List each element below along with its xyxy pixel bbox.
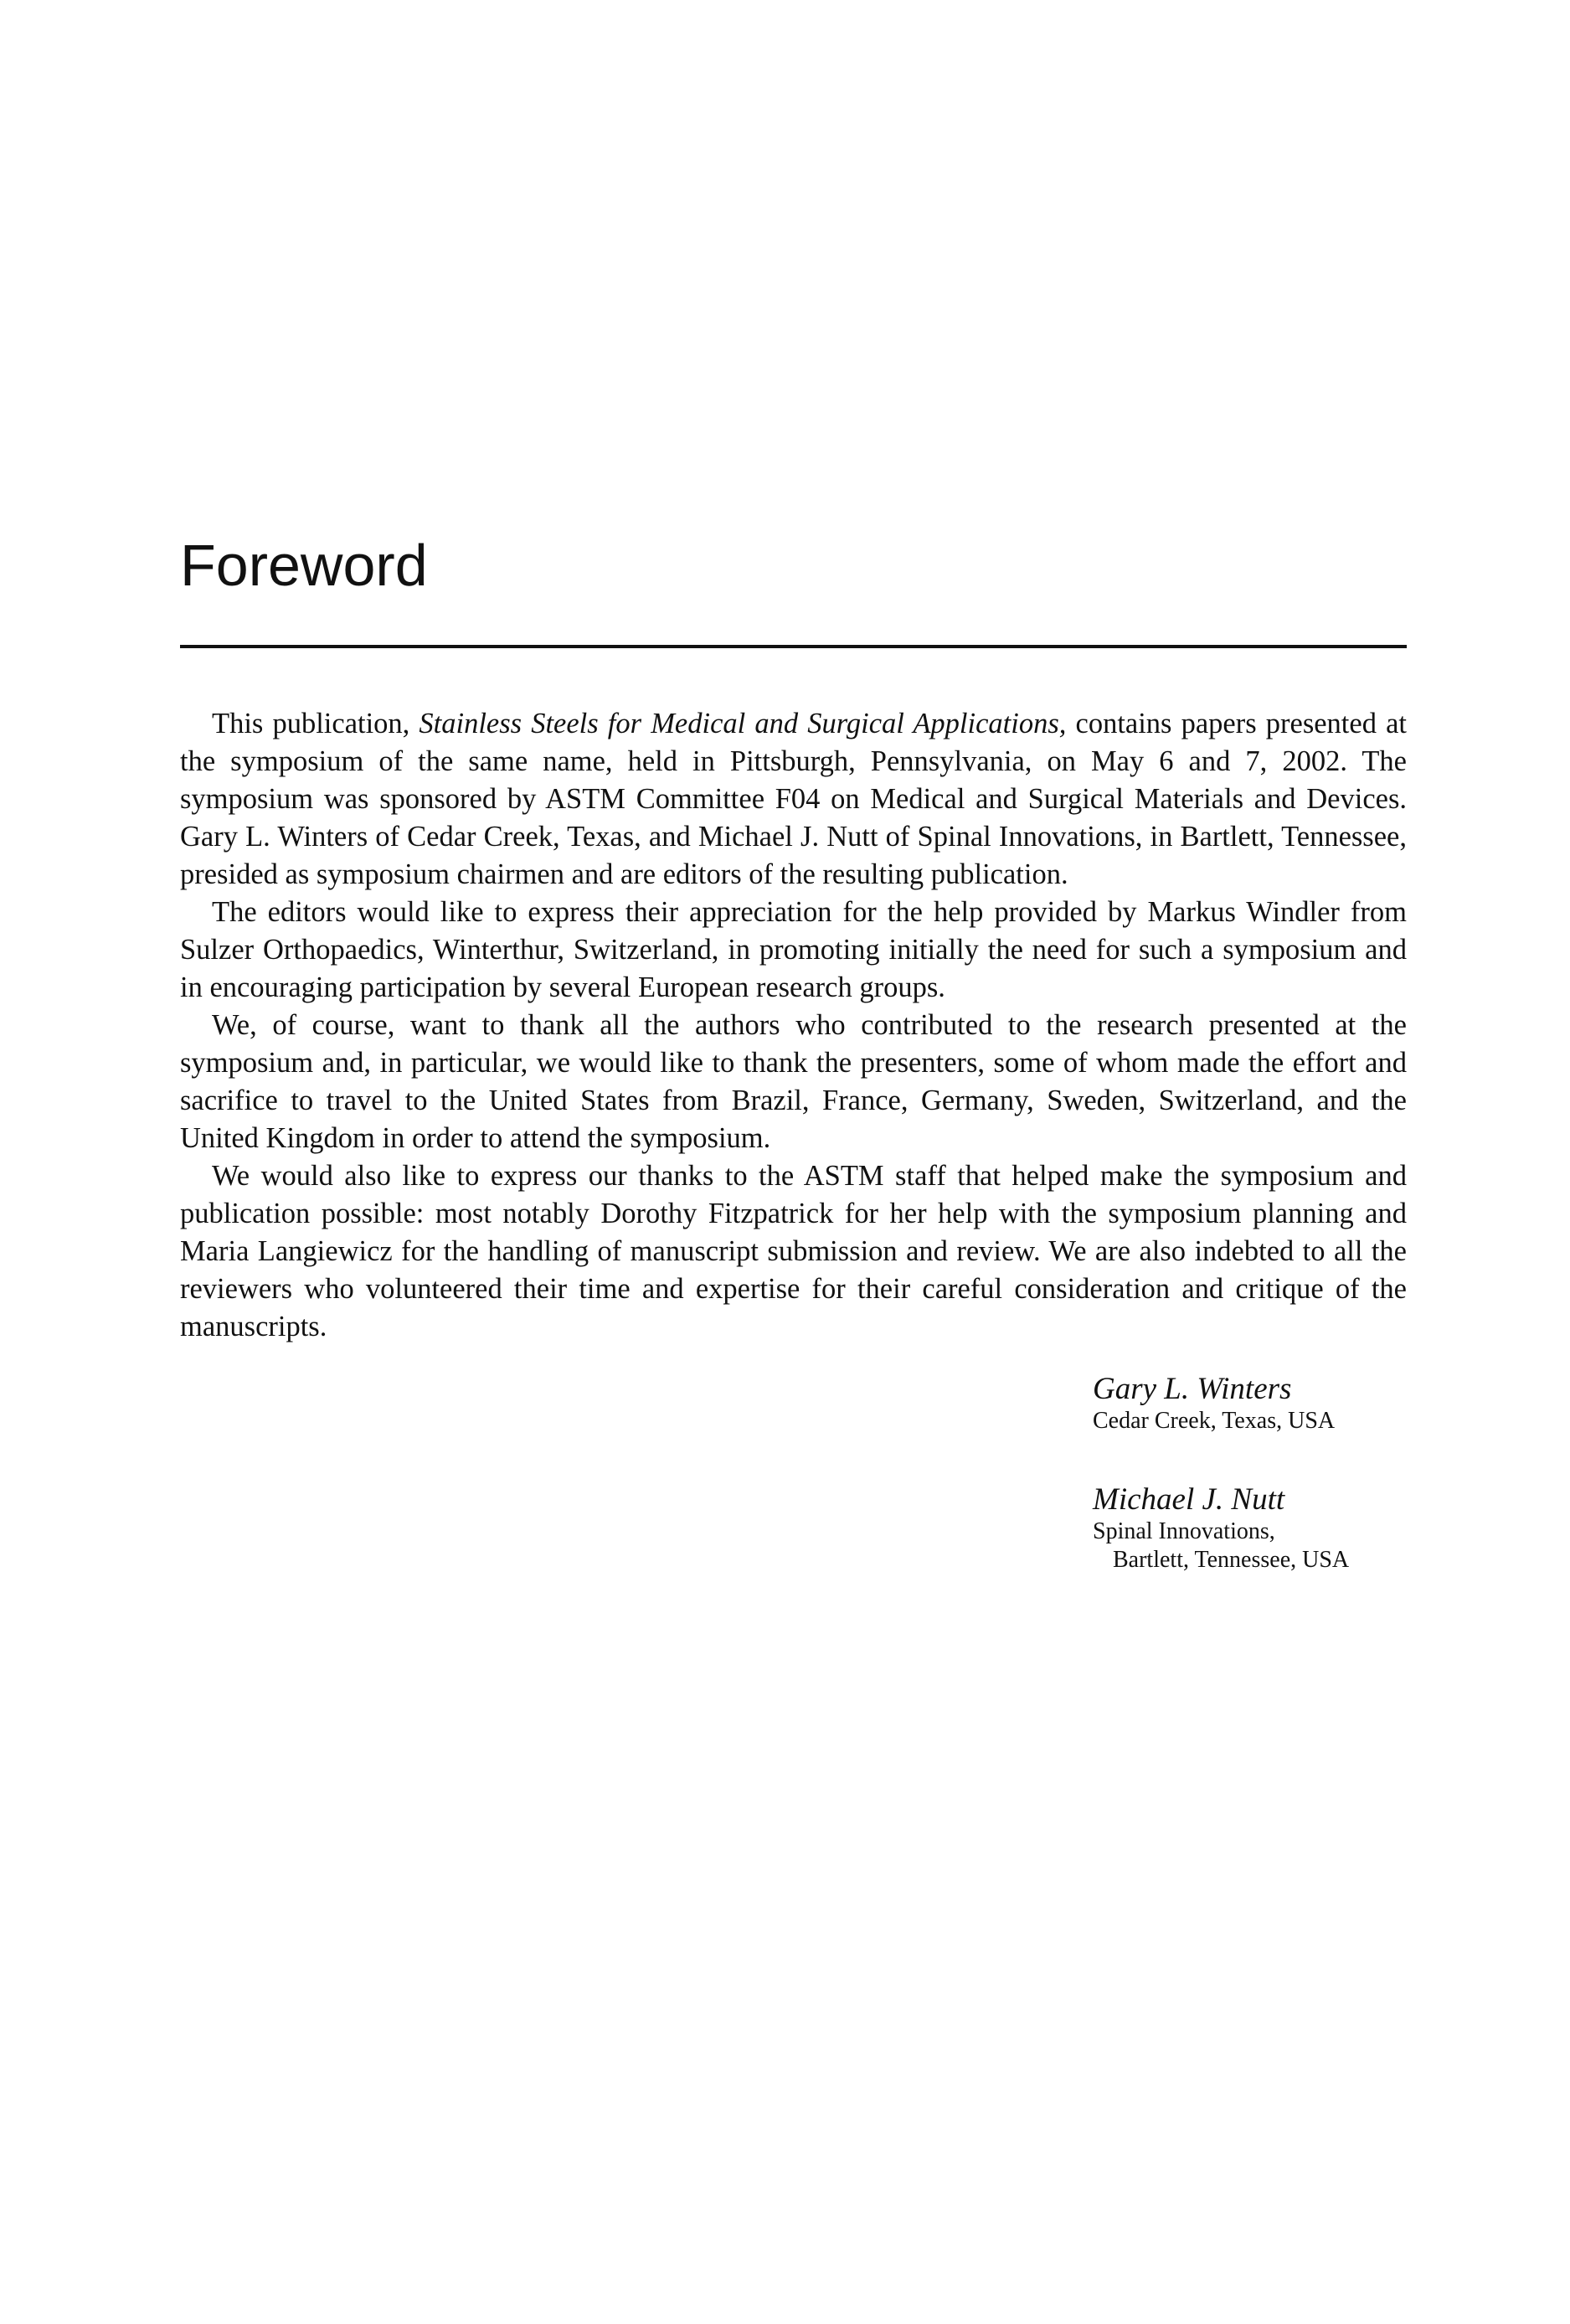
signature-nutt: [1093, 1482, 1428, 1574]
title-divider: [180, 645, 1407, 648]
signature-name: Michael J. Nutt: [1093, 1482, 1285, 1517]
paragraph-1: [180, 705, 1407, 894]
signature-affiliation: Cedar Creek, Texas, USA: [1093, 1408, 1336, 1434]
publication-title: Stainless Steels for Medical and Surgical Applications,: [419, 708, 1067, 739]
foreword-body: [180, 705, 1407, 1346]
signature-block: [1093, 1372, 1428, 1621]
paragraph-1-intro: This publication,: [212, 708, 420, 739]
page-title: Foreword: [180, 533, 428, 598]
paragraph-1-rest: contains papers presented at the symposium of the same name, held in Pittsburgh, Pennsylvania, on May 6 and 7, 2002. The symposium was sponsored by ASTM Committee F04 on Medical and Surgical Materials and Devices. Gary L. Winters of Cedar Creek, Texas, and Michael J. Nutt of Spinal Innovations, in Bartlett, Tennessee, presided as symposium chairmen and are editors of the resulting publication.: [180, 708, 1407, 890]
signature-affiliation: Spinal Innovations,: [1093, 1518, 1275, 1544]
paragraph-3: We, of course, want to thank all the authors who contributed to the research presented at the symposium and, in particular, we would like to thank the presenters, some of whom made the effort and sacrifice to travel to the United States from Brazil, France, Germany, Sweden, Switzerland, and the United Kingdom in order to attend the symposium.: [180, 1009, 1407, 1154]
paragraph-2: The editors would like to express their appreciation for the help provided by Markus Windler from Sulzer Orthopaedics, Winterthur, Switzerland, in promoting initially the need for such a symposium and in encouraging participation by several European research groups.: [180, 896, 1407, 1003]
signature-location: Bartlett, Tennessee, USA: [1113, 1547, 1350, 1573]
paragraph-4: We would also like to express our thanks to the ASTM staff that helped make the symposium and publication possible: most notably Dorothy Fitzpatrick for her help with the symposium planning and Maria Langiewicz for the handling of manuscript submission and review. We are also indebted to all the reviewers who volunteered their time and expertise for their careful consideration and critique of the manuscripts.: [180, 1160, 1407, 1342]
signature-winters: [1093, 1372, 1428, 1435]
signature-name: Gary L. Winters: [1093, 1372, 1292, 1406]
